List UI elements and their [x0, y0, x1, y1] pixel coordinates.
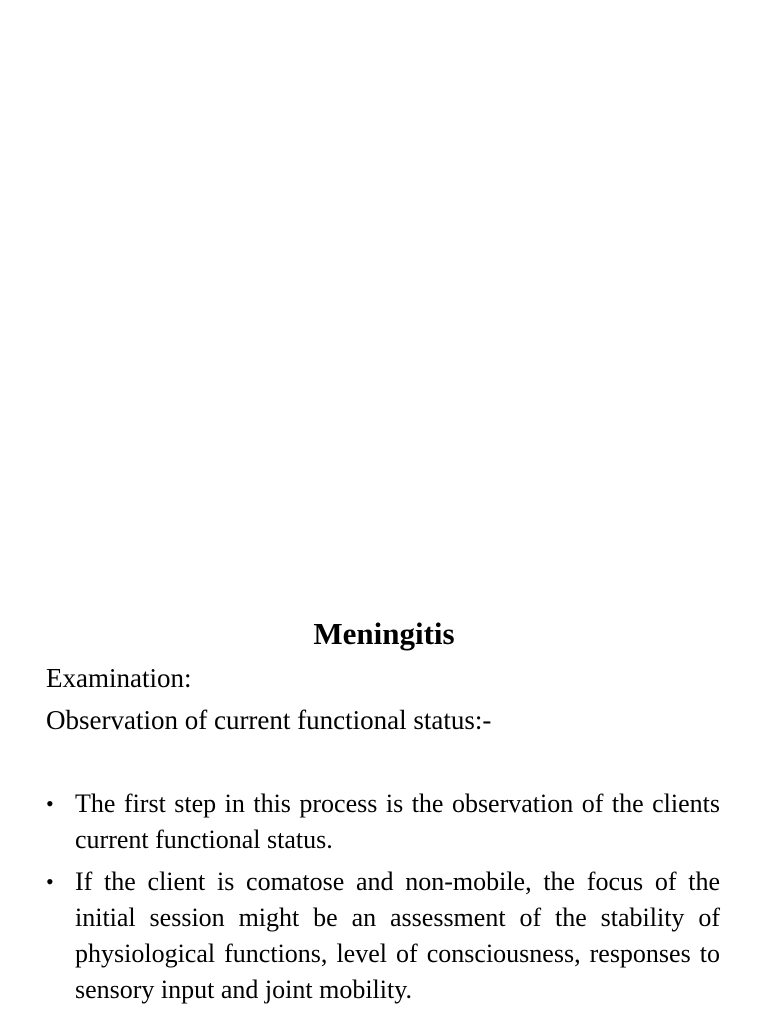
bullet-item — [46, 864, 720, 1008]
slide-title: Meningitis — [313, 616, 455, 651]
examination-heading: Examination: — [46, 663, 192, 693]
bullet-list — [46, 786, 720, 1014]
observation-subheading: Observation of current functional status:- — [46, 705, 492, 735]
bullet-icon: • — [46, 869, 54, 894]
bullet-text: The first step in this process is the observation of the clients current functional status. — [75, 789, 720, 854]
bullet-item — [46, 786, 720, 858]
bullet-icon: • — [46, 791, 54, 816]
bullet-text: If the client is comatose and non-mobile, the focus of the initial session might be an assessment of the stability of physiological functions, level of consciousness, responses to sensory input and joint mobility. — [75, 867, 720, 1004]
